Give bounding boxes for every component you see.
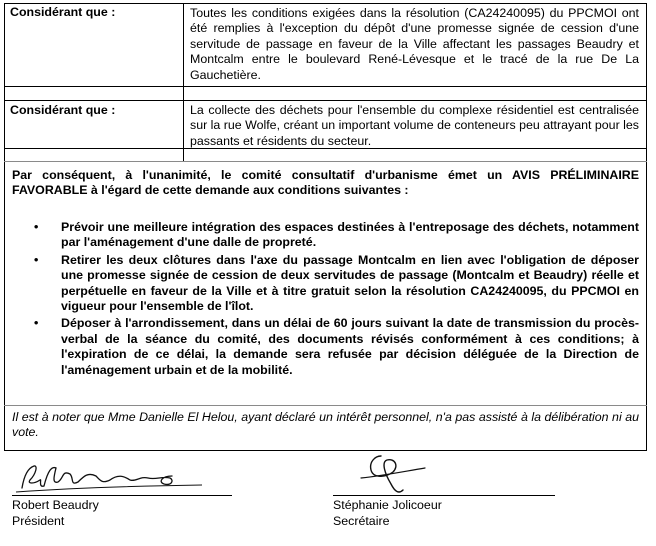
signature-block-president [12,458,272,538]
consideration-paragraph: La collecte des déchets pour l'ensemble du complexe résidentiel est centralisée sur la rue Wolfe, créant un important volume de conteneurs peu attrayant pour les passants et résidents du secteur. [190,103,639,148]
conflict-of-interest-note: Il est à noter que Mme Danielle El Helou, ayant déclaré un intérêt personnel, n'a pas assisté à la délibération ni au vote. [12,410,639,440]
condition-item [12,253,639,315]
bullet-icon: • [34,220,39,234]
row-divider [4,86,647,87]
column-divider [183,3,184,87]
handwritten-signature [341,452,461,496]
condition-item [12,220,639,251]
consideration-label: Considérant que : [10,103,116,117]
bullet-icon: • [34,252,39,267]
signatory-role: Président [12,514,65,528]
signatory-role: Secrétaire [333,514,390,528]
consideration-label: Considérant que : [10,5,116,19]
column-divider [183,101,184,148]
consideration-text [190,6,639,83]
row-divider [4,148,647,149]
signature-block-secretary [333,458,593,538]
row-divider [4,161,647,162]
condition-text: Déposer à l'arrondissement, dans un délai de 60 jours suivant la date de transmission du procès-verbal de la séance du comité, des documents révisés conformément à ces conditions; à l'expiration de ce délai, la demande sera refusée par décision déléguée de la Direction de l'aménagement urbain et de la mobilité. [61,316,639,377]
consideration-text [190,103,639,149]
resolution-statement: Par conséquent, à l'unanimité, le comité consultatif d'urbanisme émet un AVIS PRÉLIMINAIRE FAVORABLE à l'égard de cette demande aux conditions suivantes : [12,168,639,198]
column-divider [183,87,184,100]
column-divider [183,149,184,161]
consideration-paragraph: Toutes les conditions exigées dans la résolution (CA24240095) du PPCMOI ont été remplies à l'exception du dépôt d'une promesse signée de cession d'une servitude de passage en faveur de la Ville affectant les passages Beaudry et Montcalm entre le boulevard René-Lévesque et le tracé de la rue De La Gauchetière. [190,6,639,82]
condition-text: Prévoir une meilleure intégration des espaces destinées à l'entreposage des déchets, notamment par l'aménagement d'une dalle de propreté. [61,220,639,250]
condition-text: Retirer les deux clôtures dans l'axe du passage Montcalm en lien avec l'obligation de déposer une promesse signée de cession de deux servitudes de passage (Montcalm et Beaudry) réelle et perpétuelle en faveur de la Ville et à titre gratuit selon la résolution CA24240095, du PPCMOI en vigueur pour l'ensemble de l'îlot. [61,252,639,314]
row-divider [4,405,647,406]
signatory-name: Robert Beaudry [12,498,99,512]
signature-line [12,495,232,496]
signatory-name: Stéphanie Jolicoeur [333,498,442,512]
handwritten-signature [12,458,212,498]
condition-item [12,316,639,378]
bullet-icon: • [34,316,39,331]
signature-line [333,495,555,496]
conditions-list [12,220,639,380]
